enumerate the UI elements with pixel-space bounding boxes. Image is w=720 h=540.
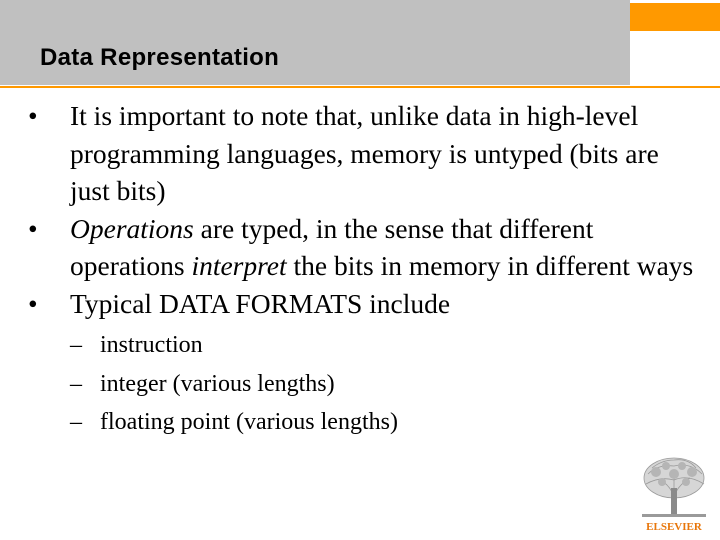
sub-bullet-list bbox=[28, 326, 703, 442]
bullet-text: are typed, in the sense that different operations bbox=[70, 212, 594, 281]
slide-content bbox=[28, 97, 703, 442]
title-band bbox=[0, 0, 630, 85]
dash-icon: – bbox=[70, 370, 82, 397]
sub-bullet-text: floating point (various lengths) bbox=[100, 409, 398, 435]
bullet-icon: • bbox=[28, 212, 38, 244]
sub-bullet-item bbox=[28, 403, 703, 442]
dash-icon: – bbox=[70, 409, 82, 435]
bullet-text: the bits in memory in different ways bbox=[286, 250, 694, 281]
dash-icon: – bbox=[70, 332, 82, 358]
bullet-item bbox=[28, 210, 703, 285]
elsevier-logo bbox=[638, 454, 710, 534]
bullet-text: Typical DATA FORMATS include bbox=[70, 287, 451, 319]
sub-bullet-text: instruction bbox=[100, 332, 203, 358]
bullet-text: It is important to note that, unlike data in high-level programming languages, memory is untyped (bits are just bits) bbox=[70, 100, 659, 206]
slide-title: Data Representation bbox=[40, 44, 280, 71]
tree-icon bbox=[638, 454, 710, 534]
bullet-icon: • bbox=[28, 100, 38, 131]
bullet-item bbox=[28, 285, 703, 323]
accent-band bbox=[630, 3, 720, 31]
bullet-item bbox=[28, 97, 703, 210]
bullet-list bbox=[28, 97, 703, 322]
logo-text: ELSEVIER bbox=[646, 521, 702, 533]
bullet-icon: • bbox=[28, 287, 38, 319]
title-separator bbox=[0, 86, 720, 88]
bullet-emphasis: interpret bbox=[191, 250, 287, 281]
sub-bullet-text: integer (various lengths) bbox=[100, 370, 335, 397]
sub-bullet-item bbox=[28, 326, 703, 365]
bullet-emphasis: Operations bbox=[70, 212, 194, 244]
sub-bullet-item bbox=[28, 365, 703, 404]
